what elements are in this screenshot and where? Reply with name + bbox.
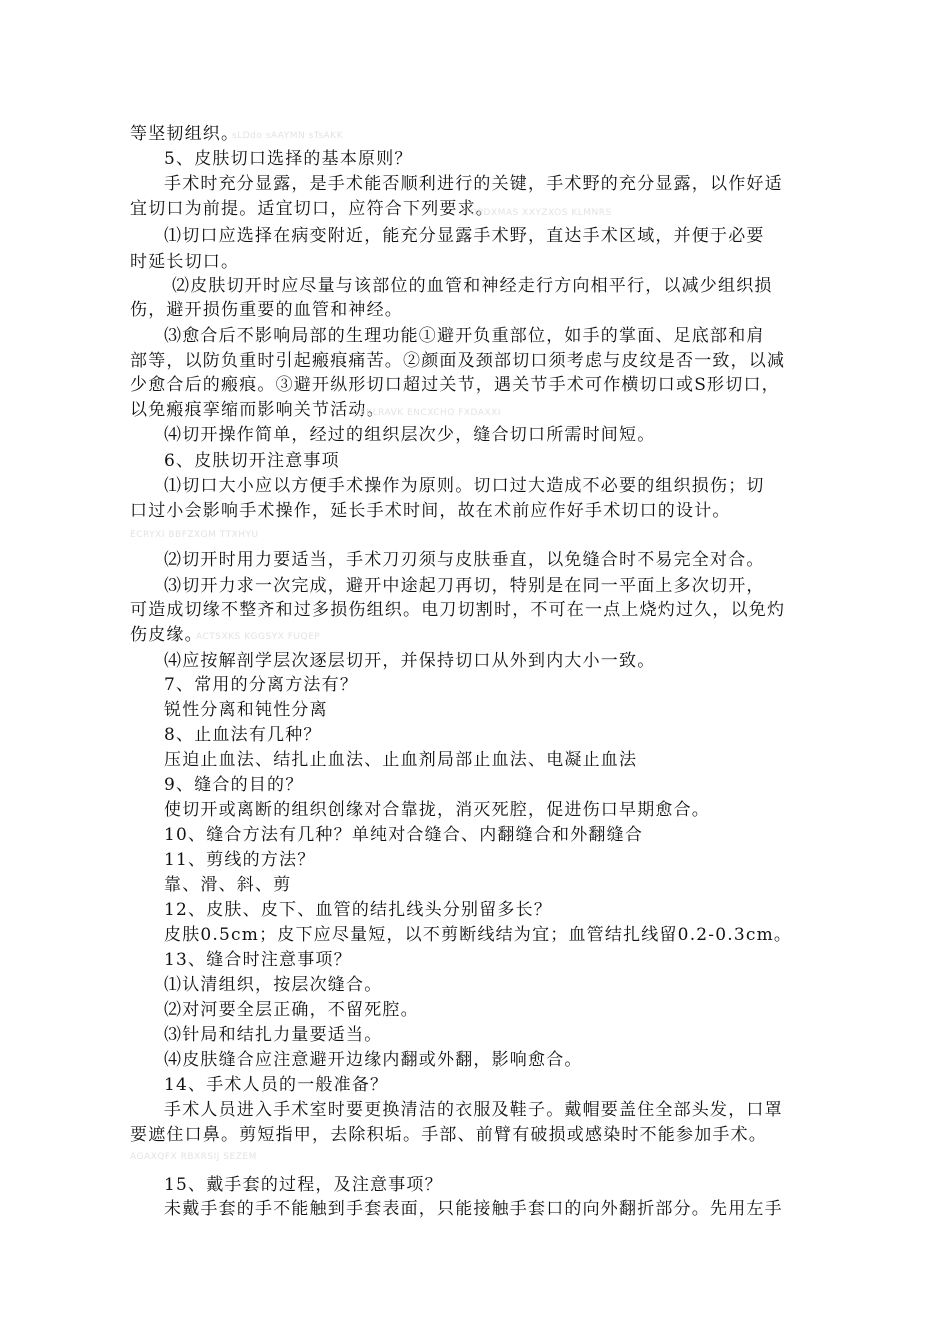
- text-line: 未戴手套的手不能触到手套表面，只能接触手套口的向外翻折部分。先用左手: [164, 1199, 783, 1219]
- watermark-text: OPDXMAS XXYZXOS KLMNRS: [470, 208, 612, 218]
- text-line: ⑵对河要全层正确，不留死腔。: [164, 1000, 419, 1020]
- watermark-text: ECRYXI BBFZXGM TTXHYU: [130, 530, 259, 540]
- text-line: 伤，避开损伤重要的血管和神经。: [130, 300, 403, 320]
- watermark-text: EKLRAVK ENCXCHO FXDAXXI: [360, 408, 501, 418]
- text-line: 压迫止血法、结扎止血法、止血剂局部止血法、电凝止血法: [164, 750, 638, 770]
- watermark-text: AGAXQFX RBXRSIJ SEZEM: [130, 1152, 257, 1162]
- text-line: ⑵切开时用力要适当，手术刀刃须与皮肤垂直，以免缝合时不易完全对合。: [164, 550, 765, 570]
- text-line: ⑶愈合后不影响局部的生理功能①避开负重部位，如手的掌面、足底部和肩: [164, 326, 765, 346]
- text-line: 以免瘢痕挛缩而影响关节活动。: [130, 400, 385, 420]
- section-heading: 10、缝合方法有几种？单纯对合缝合、内翻缝合和外翻缝合: [164, 825, 644, 845]
- section-heading: 15、戴手套的过程，及注意事项？: [164, 1175, 443, 1195]
- text-line: ⑶切开力求一次完成，避开中途起刀再切，特别是在同一平面上多次切开，: [164, 576, 765, 596]
- text-line: 口过小会影响手术操作，延长手术时间，故在术前应作好手术切口的设计。: [130, 501, 731, 521]
- text-line: ⑴认清组织，按层次缝合。: [164, 975, 383, 995]
- text-line: 要遮住口鼻。剪短指甲，去除积垢。手部、前臂有破损或感染时不能参加手术。: [130, 1125, 767, 1145]
- text-line: ⑷切开操作简单，经过的组织层次少，缝合切口所需时间短。: [164, 425, 656, 445]
- text-line: 靠、滑、斜、剪: [164, 875, 292, 895]
- text-line: ⑷应按解剖学层次逐层切开，并保持切口从外到内大小一致。: [164, 651, 656, 671]
- section-heading: 11、剪线的方法？: [164, 850, 316, 870]
- section-heading: 9、缝合的目的？: [164, 775, 304, 795]
- section-heading: 14、手术人员的一般准备？: [164, 1075, 389, 1095]
- text-line: ⑶针局和结扎力量要适当。: [164, 1025, 383, 1045]
- section-heading: 6、皮肤切开注意事项: [164, 451, 340, 471]
- text-line: ⑷皮肤缝合应注意避开边缘内翻或外翻，影响愈合。: [164, 1050, 583, 1070]
- text-line: 可造成切缘不整齐和过多损伤组织。电刀切割时，不可在一点上烧灼过久，以免灼: [130, 600, 786, 620]
- text-line: 时延长切口。: [130, 252, 240, 272]
- text-line: 手术人员进入手术室时要更换清洁的衣服及鞋子。戴帽要盖住全部头发，口罩: [164, 1100, 783, 1120]
- text-line: 等坚韧组织。: [130, 124, 240, 144]
- text-line: 少愈合后的瘢痕。③避开纵形切口超过关节，遇关节手术可作横切口或S形切口，: [130, 375, 780, 395]
- section-heading: 5、皮肤切口选择的基本原则？: [164, 149, 413, 169]
- text-line: ⑴切口大小应以方便手术操作为原则。切口过大造成不必要的组织损伤；切: [164, 476, 765, 496]
- section-heading: 13、缝合时注意事项？: [164, 950, 352, 970]
- text-line: ⑴切口应选择在病变附近，能充分显露手术野，直达手术区域，并便于必要: [164, 226, 765, 246]
- text-line: 宜切口为前提。适宜切口，应符合下列要求。: [130, 199, 494, 219]
- text-line: 锐性分离和钝性分离: [164, 700, 328, 720]
- text-line: 使切开或离断的组织创缘对合靠拢，消灭死腔，促进伤口早期愈合。: [164, 800, 710, 820]
- text-line: 皮肤0.5cm；皮下应尽量短，以不剪断线结为宜；血管结扎线留0.2-0.3cm。: [164, 925, 793, 945]
- text-line: ⑵皮肤切开时应尽量与该部位的血管和神经走行方向相平行，以减少组织损: [172, 276, 773, 296]
- text-line: 部等，以防负重时引起瘢痕痛苦。②颜面及颈部切口须考虑与皮纹是否一致，以减: [130, 351, 786, 371]
- section-heading: 8、止血法有几种？: [164, 725, 322, 745]
- text-line: 伤皮缘。: [130, 625, 203, 645]
- section-heading: 12、皮肤、皮下、血管的结扎线头分别留多长？: [164, 900, 553, 920]
- watermark-text: sLDdo sAAYMN sTsAKK: [232, 131, 343, 141]
- watermark-text: ACTSXKS KGGSYX FUQEP: [196, 632, 321, 642]
- text-line: 手术时充分显露，是手术能否顺利进行的关键，手术野的充分显露，以作好适: [164, 174, 783, 194]
- section-heading: 7、常用的分离方法有？: [164, 675, 359, 695]
